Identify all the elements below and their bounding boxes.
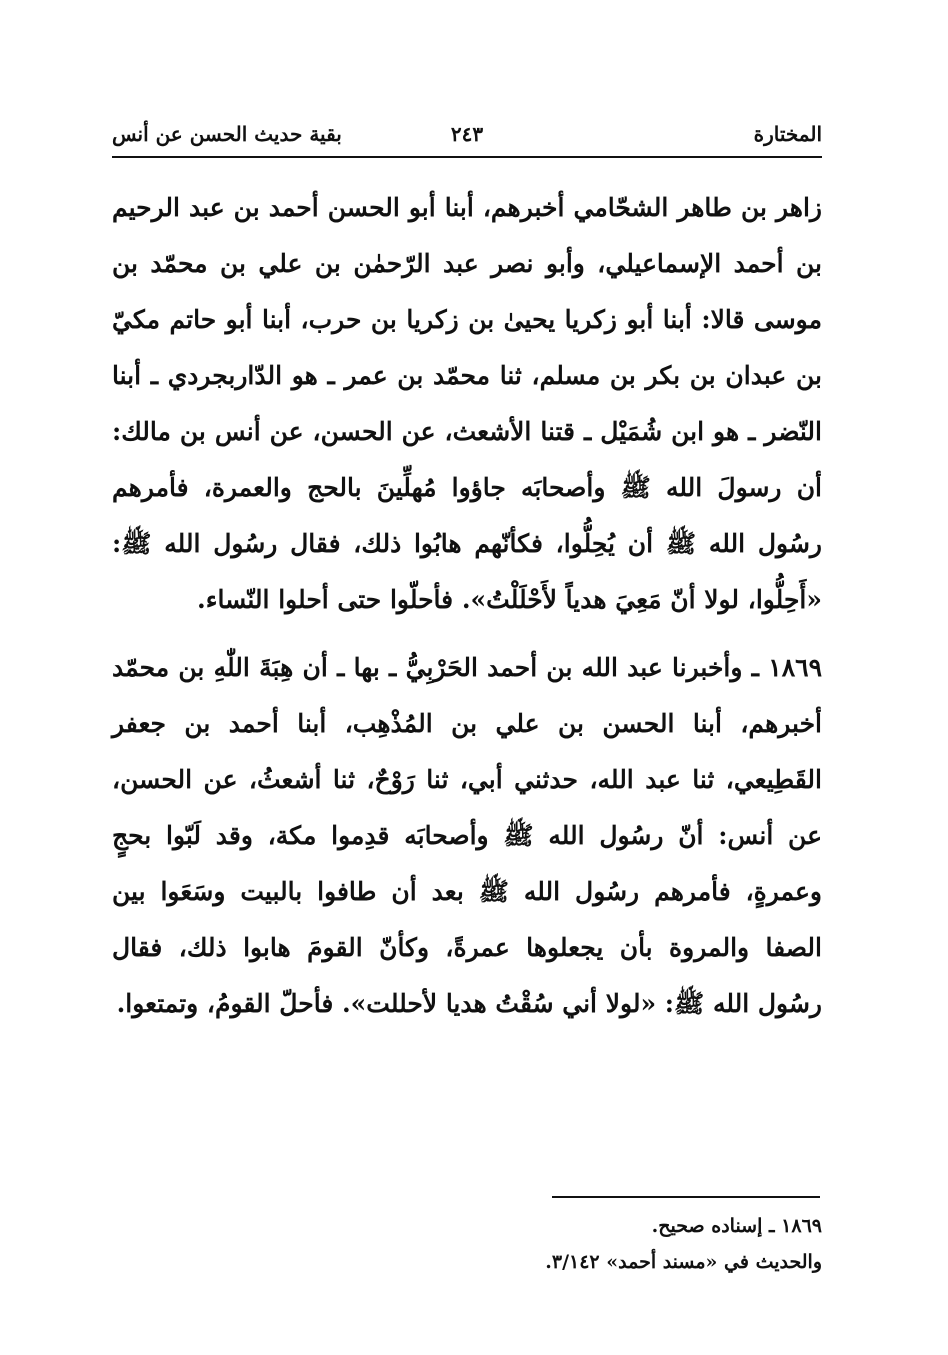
hadith-paragraph-continued: زاهر بن طاهر الشحّامي أخبرهم، أبنا أبو الحسن أحمد بن عبد الرحيم بن أحمد الإسماعيلي، وأبو نصر عبد الرّحمٰن بن علي بن محمّد بن موسى قالا: أبنا أبو زكريا يحيىٰ بن زكريا بن حرب، أبنا أبو حاتم مكيّ بن عبدان بن بكر بن مسلم، ثنا محمّد بن عمر ـ هو الدّاربجردي ـ أبنا النّضر ـ هو ابن شُمَيْل ـ قتنا الأشعث، عن الحسن، عن أنس بن مالك: أن رسولَ الله ﷺ وأصحابَه جاؤوا مُهلِّينَ بالحج والعمرة، فأمرهم رسُول الله ﷺ أن يُحِلُّوا، فكأنّهم هابُوا ذلك، فقال رسُول الله ﷺ: «أَحِلُّوا، لولا أنّ مَعِيَ هدياً لأَحْلَلْتُ». فأحلّوا حتى أحلوا النّساء. bbox=[112, 193, 822, 614]
footnote-1: ١٨٦٩ ـ إسناده صحيح. bbox=[651, 1215, 822, 1237]
section-title: بقية حديث الحسن عن أنس bbox=[112, 122, 342, 146]
main-text bbox=[112, 180, 822, 1032]
footnote-2: والحديث في «مسند أحمد» ٣/١٤٢. bbox=[545, 1251, 822, 1273]
header-divider bbox=[112, 156, 822, 158]
page-number: ٢٤٣ bbox=[450, 122, 484, 146]
footnotes bbox=[112, 1208, 822, 1280]
running-header bbox=[112, 122, 822, 156]
book-title: المختارة bbox=[753, 122, 822, 146]
hadith-paragraph-1869: ١٨٦٩ ـ وأخبرنا عبد الله بن أحمد الحَرْبِيُّ ـ بها ـ أن هِبَةَ اللّٰهِ بن محمّد أخبرهم، أبنا الحسن بن علي بن المُذْهِب، أبنا أحمد بن جعفر القَطِيعي، ثنا عبد الله، حدثني أبي، ثنا رَوْحٌ، ثنا أشعثُ، عن الحسن، عن أنس: أنّ رسُول الله ﷺ وأصحابَه قدِموا مكة، وقد لَبّوا بحجٍ وعمرةٍ، فأمرهم رسُول الله ﷺ بعد أن طافوا بالبيت وسَعَوا بين الصفا والمروة بأن يجعلوها عمرةً، وكأنّ القومَ هابوا ذلك، فقال رسُول الله ﷺ: «لولا أني سُقْتُ هديا لأحللت». فأحلّ القومُ، وتمتعوا. bbox=[112, 653, 822, 1018]
footnote-divider bbox=[552, 1196, 820, 1198]
